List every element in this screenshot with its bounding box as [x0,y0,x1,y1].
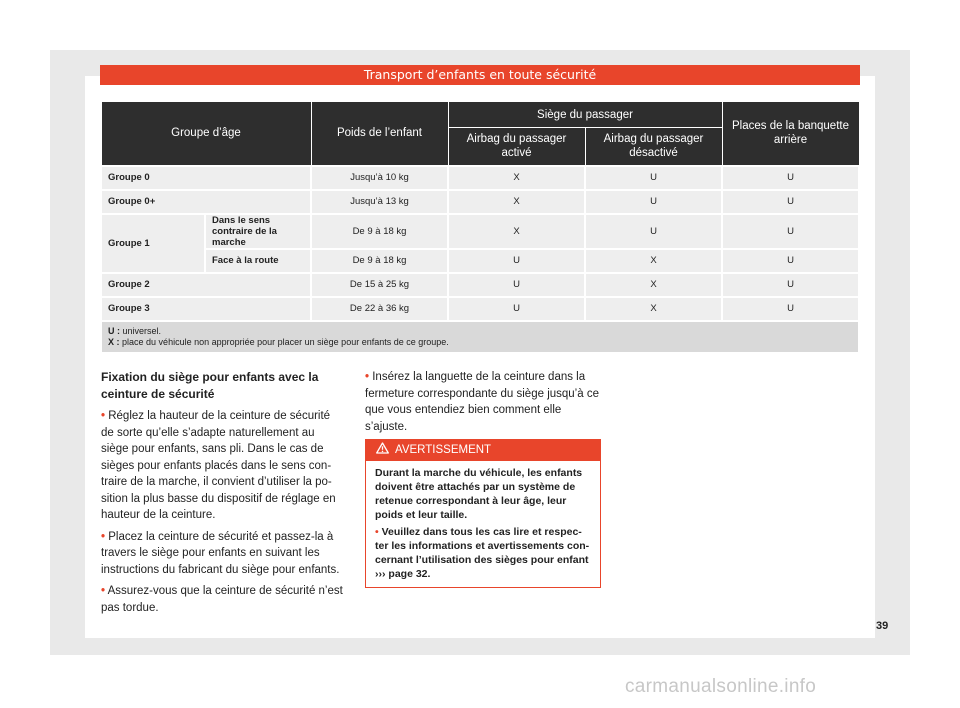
table-row [101,249,859,273]
paragraph: • Assurez-vous que la ceinture de sécurité n’est pas tordue. [101,585,343,614]
header-passenger-seat: Siège du passager [448,102,722,128]
child-seat-table [100,101,860,354]
bullet-icon: • [101,410,106,422]
paragraph: • Insérez la languette de la ceinture dans la fermeture correspondante du siège jusqu’à ce que vous entendiez bien comment elle s’ajuste. [365,371,599,433]
cell-rear: U [722,249,859,273]
table-row [101,297,859,321]
bullet-icon: • [365,371,370,383]
table-row [101,273,859,297]
page-number: 39 [876,620,889,632]
cell-rear: U [722,214,859,249]
cell-weight: De 9 à 18 kg [311,214,448,249]
warning-triangle-icon [376,442,389,454]
cell-weight: De 22 à 36 kg [311,297,448,321]
bullet-icon: • [375,526,379,538]
cell-airbag-on: U [448,249,585,273]
header-airbag-deactivated: Airbag du passager désactivé [585,128,722,166]
cell-group: Groupe 3 [101,297,311,321]
cell-rear: U [722,273,859,297]
warning-text: Durant la marche du véhicule, les enfants doivent être attachés par un système de retenue correspondant à leur âge, leur poids et leur taille. [375,467,583,521]
warning-body [366,461,600,581]
right-column [365,369,600,440]
cell-weight: De 15 à 25 kg [311,273,448,297]
cell-airbag-on: X [448,214,585,249]
cell-airbag-off: X [585,273,722,297]
cell-subgroup: Face à la route [205,249,311,273]
section-heading: Fixation du siège pour enfants avec la ceinture de sécurité [101,370,319,401]
warning-header [366,440,600,461]
note-u-text: universel. [122,325,162,336]
cell-rear: U [722,166,859,190]
paragraph: • Placez la ceinture de sécurité et passez-la à travers le siège pour enfants en suivant les instructions du fabricant du siège pour enfants. [101,530,340,576]
cell-airbag-on: U [448,297,585,321]
header-age-group: Groupe d’âge [101,102,311,166]
cell-rear: U [722,190,859,214]
bullet-icon: • [101,530,106,543]
cell-group: Groupe 0+ [101,190,311,214]
cell-airbag-on: X [448,166,585,190]
cell-airbag-off: X [585,249,722,273]
note-x-text: place du véhicule non appropriée pour placer un siège pour enfants de ce groupe. [122,336,449,347]
header-child-weight: Poids de l’enfant [311,102,448,166]
note-x-key: X : [108,336,120,347]
warning-title: AVERTISSEMENT [395,444,492,456]
table-notes [101,321,859,353]
cell-group: Groupe 1 [101,214,205,273]
cell-airbag-off: U [585,214,722,249]
table-row [101,190,859,214]
table-notes-row [101,321,859,353]
cell-subgroup: Dans le sens contraire de la marche [205,214,311,249]
cell-weight: Jusqu’à 10 kg [311,166,448,190]
warning-box [365,439,601,588]
paragraph: • Réglez la hauteur de la ceinture de sécurité de sorte qu’elle s’adapte naturellement au siège pour enfants, sans pli. Dans le cas de sièges pour enfants placés dans le sens contraire de la marche, il convient d’utiliser la position la plus basse du dispositif de réglage en hauteur de la ceinture. [101,410,336,521]
header-airbag-activated: Airbag du passager activé [448,128,585,166]
page-reference-link[interactable]: ››› page 32. [375,568,431,580]
cell-weight: Jusqu’à 13 kg [311,190,448,214]
bullet-icon: • [101,585,106,597]
section-banner: Transport d’enfants en toute sécurité [100,65,860,85]
cell-airbag-off: U [585,190,722,214]
cell-group: Groupe 0 [101,166,311,190]
table-row [101,166,859,190]
warning-text: • Veuillez dans tous les cas lire et respecter les informations et avertissements concernant l’utilisation des sièges pour enfant ››› page 32. [375,526,590,580]
cell-airbag-on: U [448,273,585,297]
left-column [101,369,344,621]
cell-rear: U [722,297,859,321]
cell-airbag-off: U [585,166,722,190]
cell-airbag-on: X [448,190,585,214]
header-rear-seats: Places de la banquette arrière [722,102,859,166]
cell-airbag-off: X [585,297,722,321]
note-u-key: U : [108,325,120,336]
cell-group: Groupe 2 [101,273,311,297]
cell-weight: De 9 à 18 kg [311,249,448,273]
watermark: carmanualsonline.info [625,676,817,697]
table-row [101,214,859,249]
